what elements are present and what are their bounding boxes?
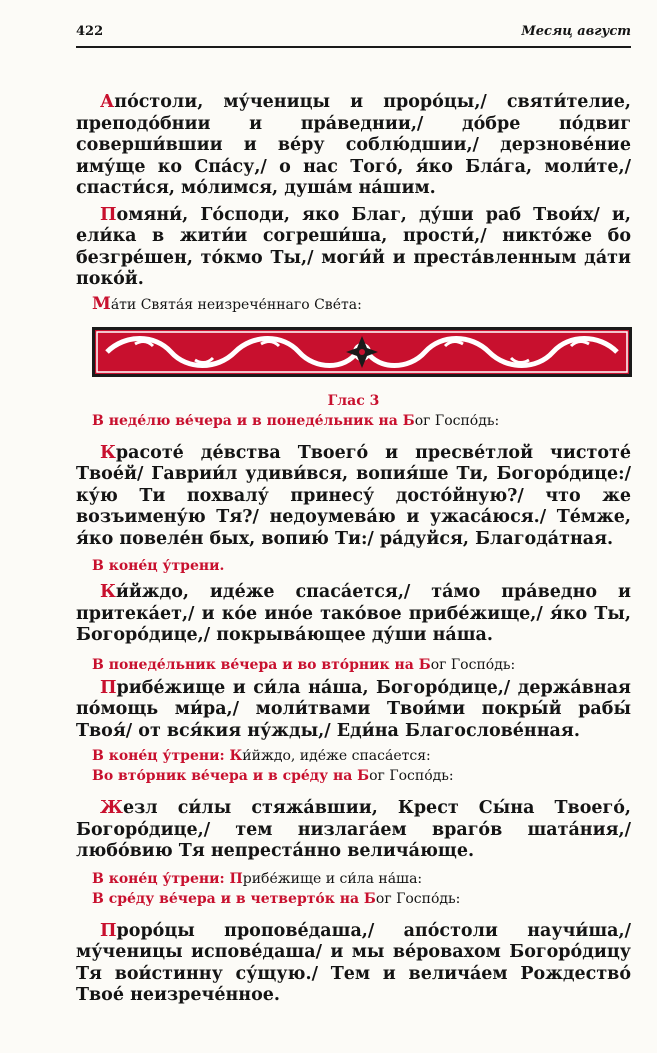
red-initial: К: [100, 442, 116, 463]
rubric-black-part: рибе́жище и си́ла на́ша:: [242, 870, 423, 887]
rubric-black-part: ог Госпо́дь:: [414, 412, 500, 429]
paragraph-text: и́йждо, иде́же спаса́ется,/ та́мо пра́ведно и притека́ет,/ и ко́е ино́е тако́вое прибе́жище,/ я́ко Ты, Богоро́дице,/ покрыва́ющее ду́ши на́ша.: [76, 582, 631, 645]
theotokion-staff: [76, 798, 631, 863]
paragraph-text: роро́цы пропове́даша,/ апо́столи научи́ша,/ му́ченицы испове́даша/ и мы ве́ровахом Богоро́дицу Тя вои́стинну су́щую./ Тем и велича́ем Рождество́ Твое́ неизрече́нное.: [76, 920, 631, 1005]
running-header: [76, 22, 631, 48]
rubric-black-part: ог Госпо́дь:: [430, 656, 516, 673]
rubric-end-matins-2: [76, 746, 631, 766]
theotokion-each-one: [76, 582, 631, 647]
theotokion-refuge: [76, 678, 631, 743]
ornament-image: [95, 330, 629, 374]
rubric-black-part: и́йждо, иде́же спаса́ется:: [242, 748, 431, 764]
running-title: Месяц август: [521, 24, 631, 39]
rubric-red-part: В сре́ду ве́чера и в четверто́к на Б: [92, 890, 376, 907]
paragraph-text: по́столи, му́ченицы и проро́цы,/ святи́телие, преподо́бнии и пра́веднии,/ до́бре по́двиг соверши́вшии и ве́ру соблю́дшии,/ дерзнове́ние иму́ще ко Спа́су,/ о нас Того́, я́ко Бла́га, моли́те,/ спасти́ся, мо́лимся, душа́м на́шим.: [76, 92, 631, 198]
rubric-tuesday: [76, 766, 631, 786]
red-initial: П: [100, 677, 117, 698]
red-initial: П: [100, 920, 117, 941]
rubric-black-part: ог Госпо́дь:: [375, 890, 461, 907]
rubric-red-part: В коне́ц у́трени: К: [92, 748, 243, 764]
red-initial: П: [100, 204, 117, 225]
paragraph-text: омяни́, Го́споди, яко Благ, ду́ши раб Твои́х/ и, ели́ка в жити́и согреши́ша, прости́,/ никто́же бо безгре́шен, то́кмо Ты,/ моги́й и преста́вленным да́ти поко́й.: [76, 204, 631, 289]
paragraph-text: рибе́жище и си́ла на́ша, Богоро́дице,/ держа́вная по́мощь ми́ра,/ моли́твами Твои́ми покры́й рабы́ Твоя́/ от вся́кия ну́жды,/ Еди́на Благослове́нная.: [76, 677, 631, 741]
paragraph-text: езл си́лы стяжа́вшии, Крест Сы́на Твоего́, Богоро́дице,/ тем низлага́ем враго́в шата́ния,/ любо́вию Тя непреста́нно велича́юще.: [76, 798, 631, 861]
rubric-end-matins: В коне́ц у́трени.: [92, 558, 225, 574]
paragraph-text: расоте́ де́вства Твоего́ и пресве́тлой чистоте́ Твое́й/ Гаврии́л удиви́вся, вопия́ше Ти, Богоро́дице:/ ку́ю Ти похвалу́ принесу́ досто́йную?/ что же возъимену́ю Тя?/ недоумева́ю и ужаса́юся./ Те́мже, я́ко повеле́н бых, вопию́ Ти:/ ра́дуйся, Благода́тная.: [76, 442, 631, 549]
page-number: 422: [76, 24, 104, 39]
tone-heading: Глас 3: [327, 392, 380, 409]
red-initial: А: [100, 92, 115, 112]
red-initial: М: [92, 293, 111, 314]
theotokion-prophets: [76, 921, 631, 1007]
rubric-red-part: В понеде́льник ве́чера и во вто́рник на Б: [92, 656, 431, 673]
theotokion-beauty: [76, 443, 631, 551]
rubric-sunday: [76, 411, 631, 431]
rubric-end-matins-3: [76, 869, 631, 889]
rubric-wednesday: [76, 889, 631, 909]
rubric-black-part: ог Госпо́дь:: [369, 768, 454, 784]
rubric-red-part: В неде́лю ве́чера и в понеде́льник на Б: [92, 412, 415, 429]
rubric-mother: [76, 294, 631, 315]
rubric-text: а́ти Свята́я неизрече́ннаго Све́та:: [110, 296, 362, 313]
red-initial: К: [100, 582, 116, 602]
rubric-red-part: Во вто́рник ве́чера и в сре́ду на Б: [92, 768, 370, 784]
troparion-remember: [76, 205, 631, 291]
red-initial: Ж: [100, 798, 123, 818]
ornamental-band: [92, 327, 632, 377]
troparion-apostles: [76, 92, 631, 200]
rubric-monday: [76, 655, 631, 675]
rubric-red-part: В коне́ц у́трени: П: [92, 870, 243, 887]
